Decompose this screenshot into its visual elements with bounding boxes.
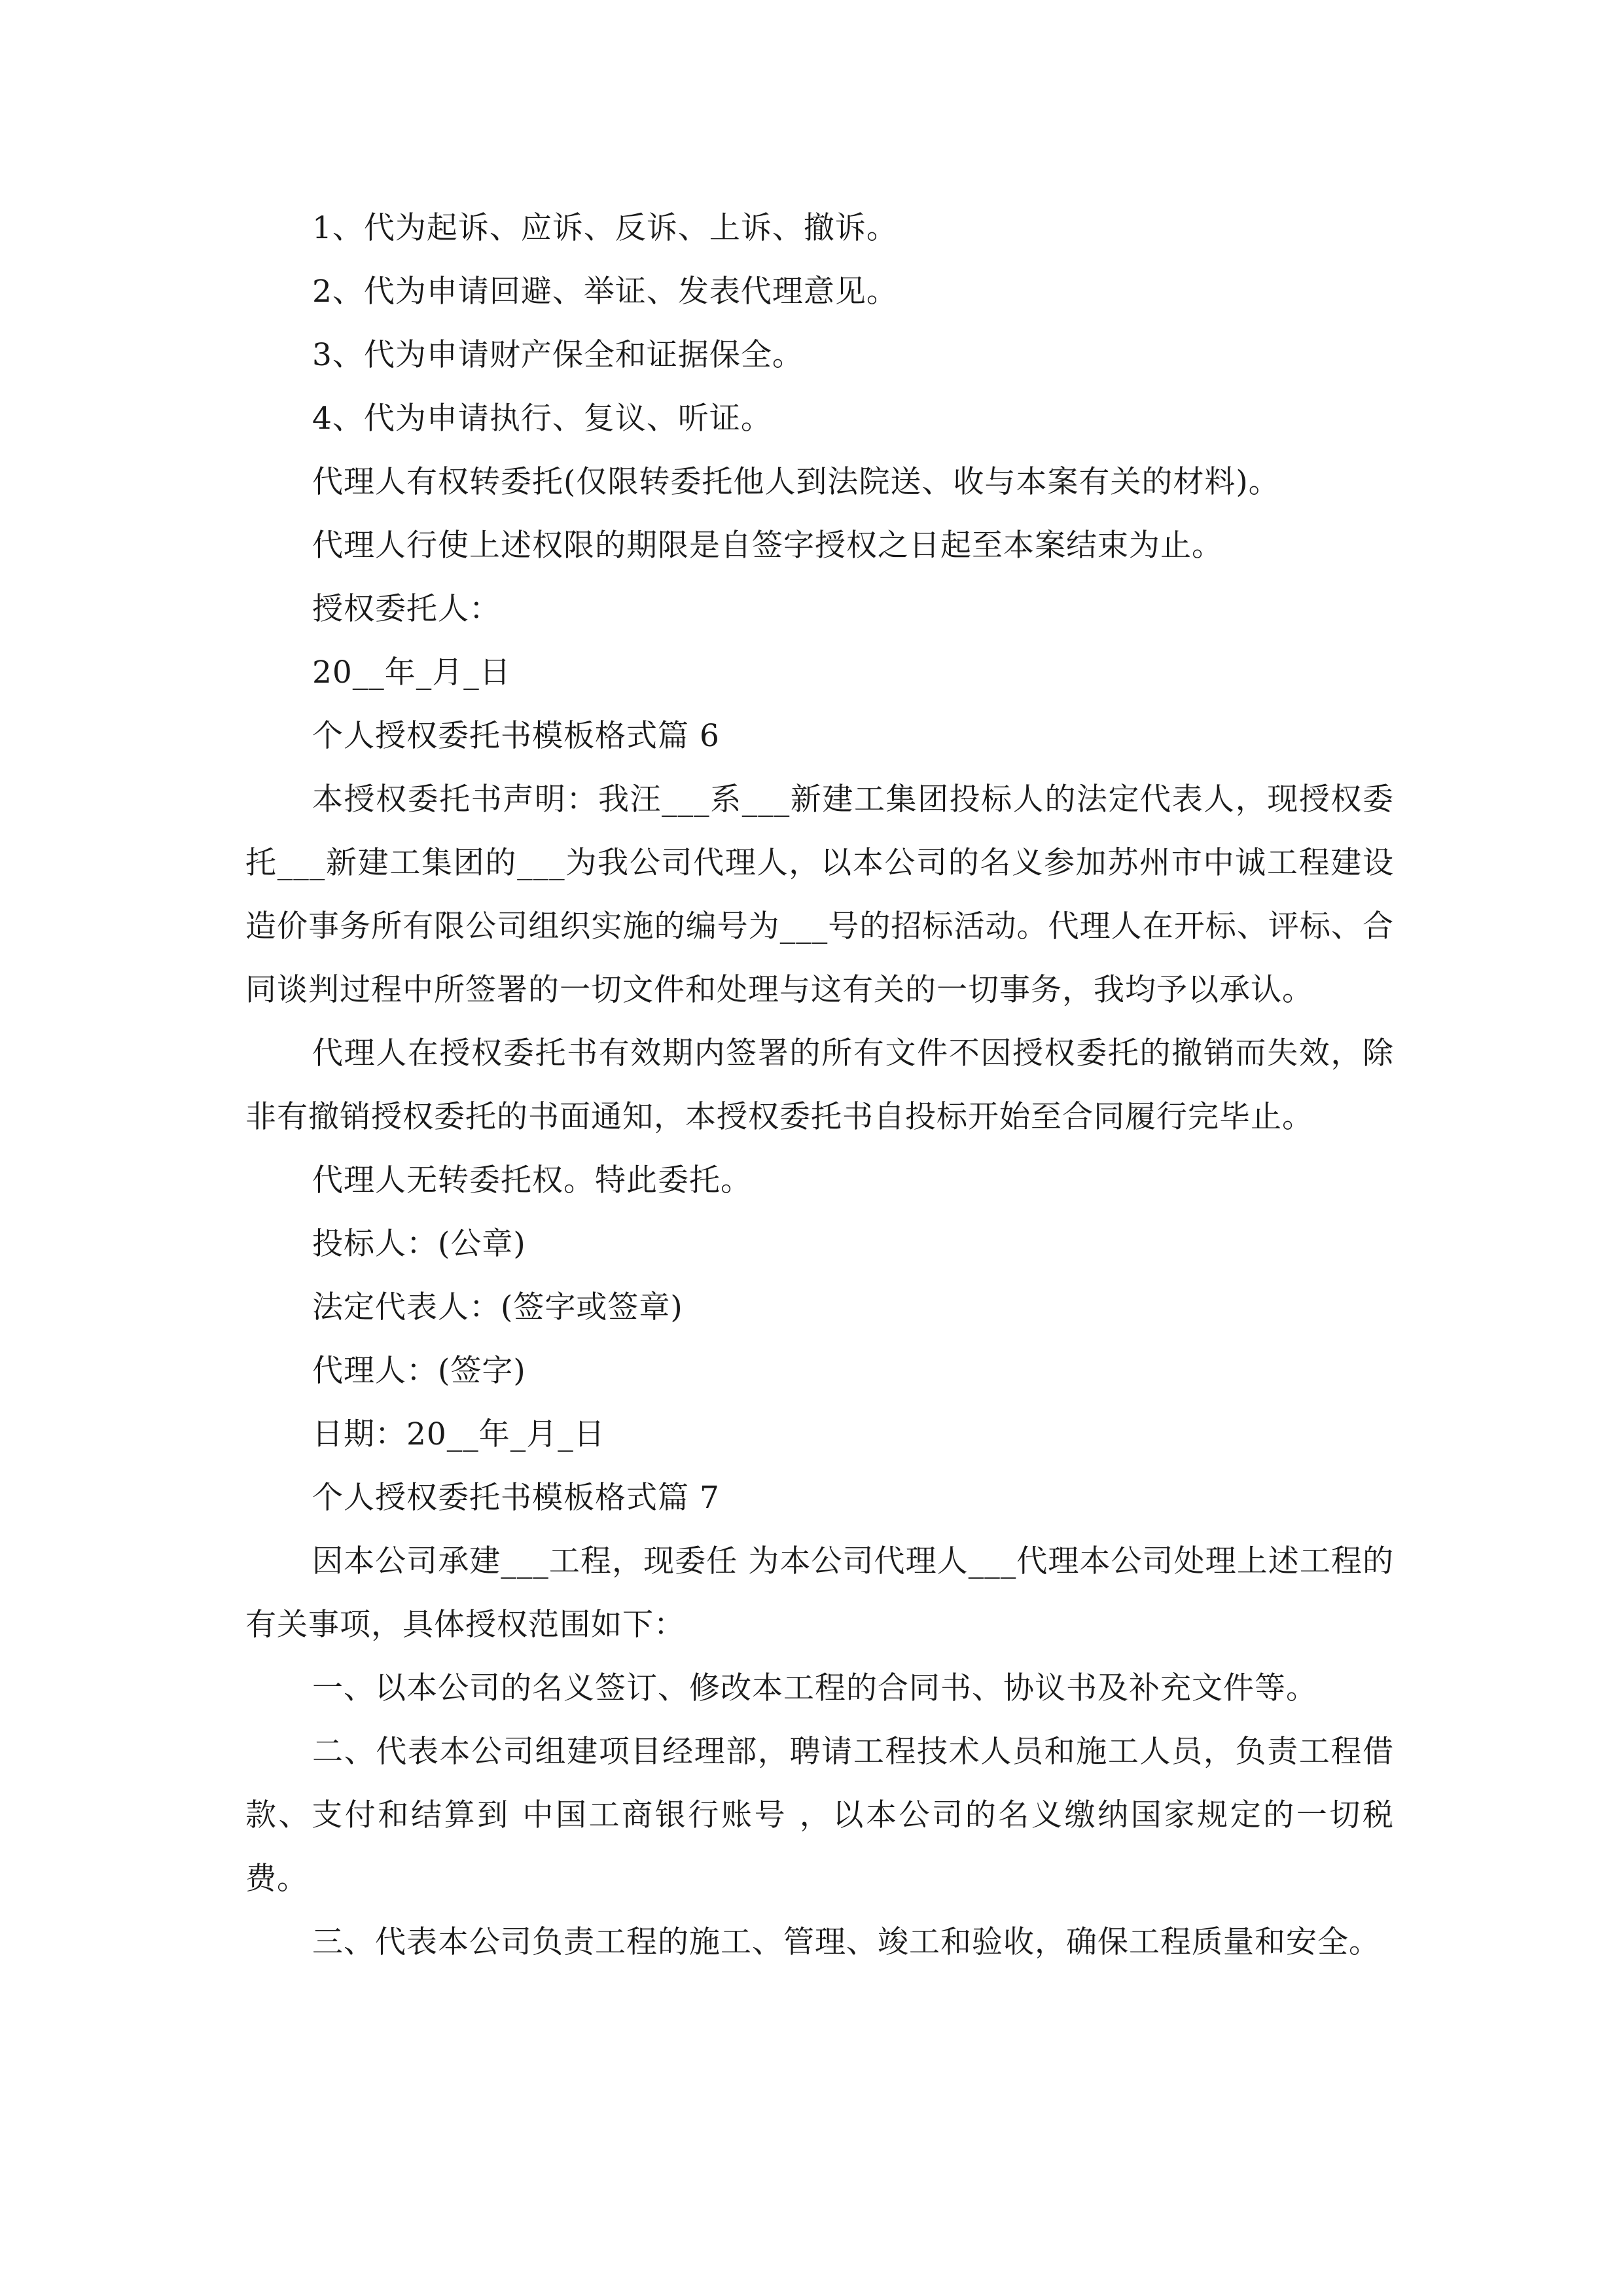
list-item-4: 4、代为申请执行、复议、听证。: [312, 401, 772, 437]
sub-delegation-clause: 代理人有权转委托(仅限转委托他人到法院送、收与本案有关的材料)。: [312, 464, 1280, 500]
signing-date-line: 日期：20__年_月_日: [312, 1416, 605, 1452]
scope-item-1: 一、以本公司的名义签订、修改本工程的合同书、协议书及补充文件等。: [312, 1670, 1317, 1706]
section-heading-7: 个人授权委托书模板格式篇 7: [312, 1480, 720, 1516]
scope-item-3: 三、代表本公司负责工程的施工、管理、竣工和验收，确保工程质量和安全。: [312, 1924, 1380, 1960]
appointment-paragraph: 因本公司承建___工程，现委任 为本公司代理人___代理本公司处理上述工程的有关事项，具体授权范围如下：: [245, 1543, 1394, 1643]
declaration-paragraph: 本授权委托书声明：我汪___系___新建工集团投标人的法定代表人，现授权委托___新建工集团的___为我公司代理人，以本公司的名义参加苏州市中诚工程建设造价事务所有限公司组织实施的编号为___号的招标活动。代理人在开标、评标、合同谈判过程中所签署的一切文件和处理与这有关的一切事务，我均予以承认。: [245, 781, 1394, 1008]
section-heading-6: 个人授权委托书模板格式篇 6: [312, 718, 720, 754]
document-body: [245, 196, 1394, 1974]
list-item-2: 2、代为申请回避、举证、发表代理意见。: [312, 274, 898, 310]
agent-signature-line: 代理人：(签字): [312, 1353, 526, 1389]
authority-term-clause: 代理人行使上述权限的期限是自签字授权之日起至本案结束为止。: [312, 528, 1223, 564]
list-item-3: 3、代为申请财产保全和证据保全。: [312, 337, 804, 373]
date-line: 20__年_月_日: [312, 655, 511, 691]
scope-item-2: 二、代表本公司组建项目经理部，聘请工程技术人员和施工人员，负责工程借款、支付和结算到 中国工商银行账号 ，以本公司的名义缴纳国家规定的一切税费。: [245, 1734, 1394, 1897]
no-sub-delegation-line: 代理人无转委托权。特此委托。: [312, 1162, 752, 1198]
principal-signature-label: 授权委托人：: [312, 591, 501, 627]
bidder-seal-line: 投标人：(公章): [312, 1226, 526, 1262]
legal-rep-signature-line: 法定代表人：(签字或签章): [312, 1289, 683, 1325]
list-item-1: 1、代为起诉、应诉、反诉、上诉、撤诉。: [312, 210, 898, 246]
validity-paragraph: 代理人在授权委托书有效期内签署的所有文件不因授权委托的撤销而失效，除非有撤销授权委托的书面通知，本授权委托书自投标开始至合同履行完毕止。: [245, 1035, 1394, 1135]
